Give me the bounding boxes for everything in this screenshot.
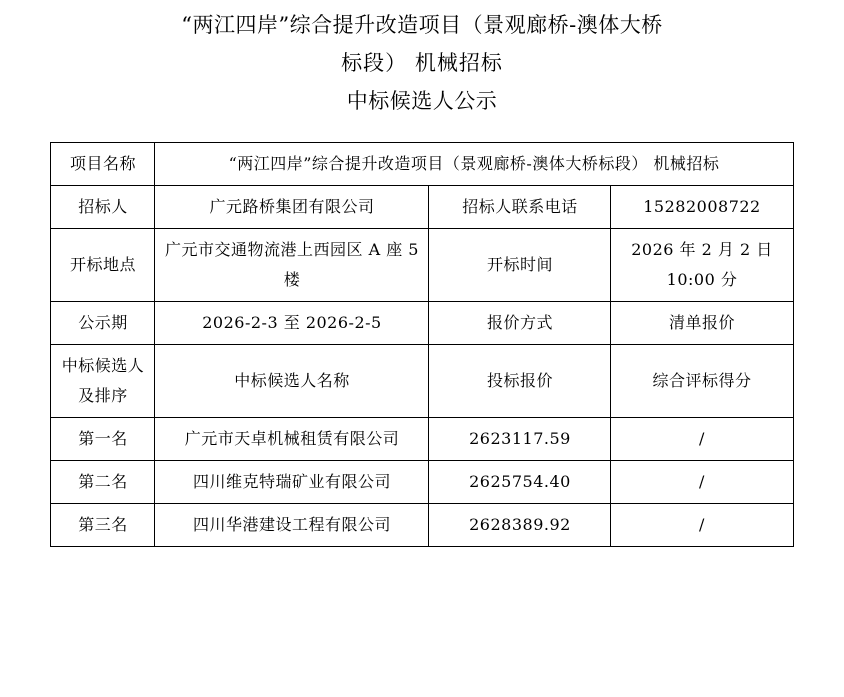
title-line-1: “两江四岸”综合提升改造项目（景观廊桥-澳体大桥 [181,13,663,37]
candidates-price-header: 投标报价 [429,345,611,418]
tenderer-value: 广元路桥集团有限公司 [155,186,429,229]
table-row [51,418,793,461]
quote-method-value: 清单报价 [611,302,793,345]
table-row [51,229,793,302]
quote-method-label: 报价方式 [429,302,611,345]
title-line-2: 标段） 机械招标 [341,51,503,75]
candidate-name: 四川华港建设工程有限公司 [155,504,429,547]
tenderer-label: 招标人 [51,186,155,229]
publicity-period-label: 公示期 [51,302,155,345]
publicity-period-value: 2026-2-3 至 2026-2-5 [155,302,429,345]
tenderer-phone-label: 招标人联系电话 [429,186,611,229]
candidate-score: / [611,418,793,461]
table-row [51,143,793,186]
bid-open-place-label: 开标地点 [51,229,155,302]
tenderer-phone-value: 15282008722 [611,186,793,229]
page-title [0,0,844,120]
title-line-3: 中标候选人公示 [346,89,498,113]
candidates-score-header: 综合评标得分 [611,345,793,418]
candidate-rank: 第二名 [51,461,155,504]
table-row [51,302,793,345]
table-row [51,186,793,229]
candidate-price: 2623117.59 [429,418,611,461]
announcement-table [50,142,793,547]
candidate-rank: 第三名 [51,504,155,547]
candidate-score: / [611,461,793,504]
candidates-header-label: 中标候选人及排序 [51,345,155,418]
project-name-value: “两江四岸”综合提升改造项目（景观廊桥-澳体大桥标段） 机械招标 [155,143,793,186]
candidate-price: 2625754.40 [429,461,611,504]
table-row [51,504,793,547]
bid-open-place-value: 广元市交通物流港上西园区 A 座 5 楼 [155,229,429,302]
candidate-name: 广元市天卓机械租赁有限公司 [155,418,429,461]
project-name-label: 项目名称 [51,143,155,186]
bid-open-time-value: 2026 年 2 月 2 日 10:00 分 [611,229,793,302]
candidate-rank: 第一名 [51,418,155,461]
table-row [51,345,793,418]
candidate-price: 2628389.92 [429,504,611,547]
candidate-name: 四川维克特瑞矿业有限公司 [155,461,429,504]
candidate-score: / [611,504,793,547]
candidates-name-header: 中标候选人名称 [155,345,429,418]
bid-open-time-label: 开标时间 [429,229,611,302]
table-row [51,461,793,504]
